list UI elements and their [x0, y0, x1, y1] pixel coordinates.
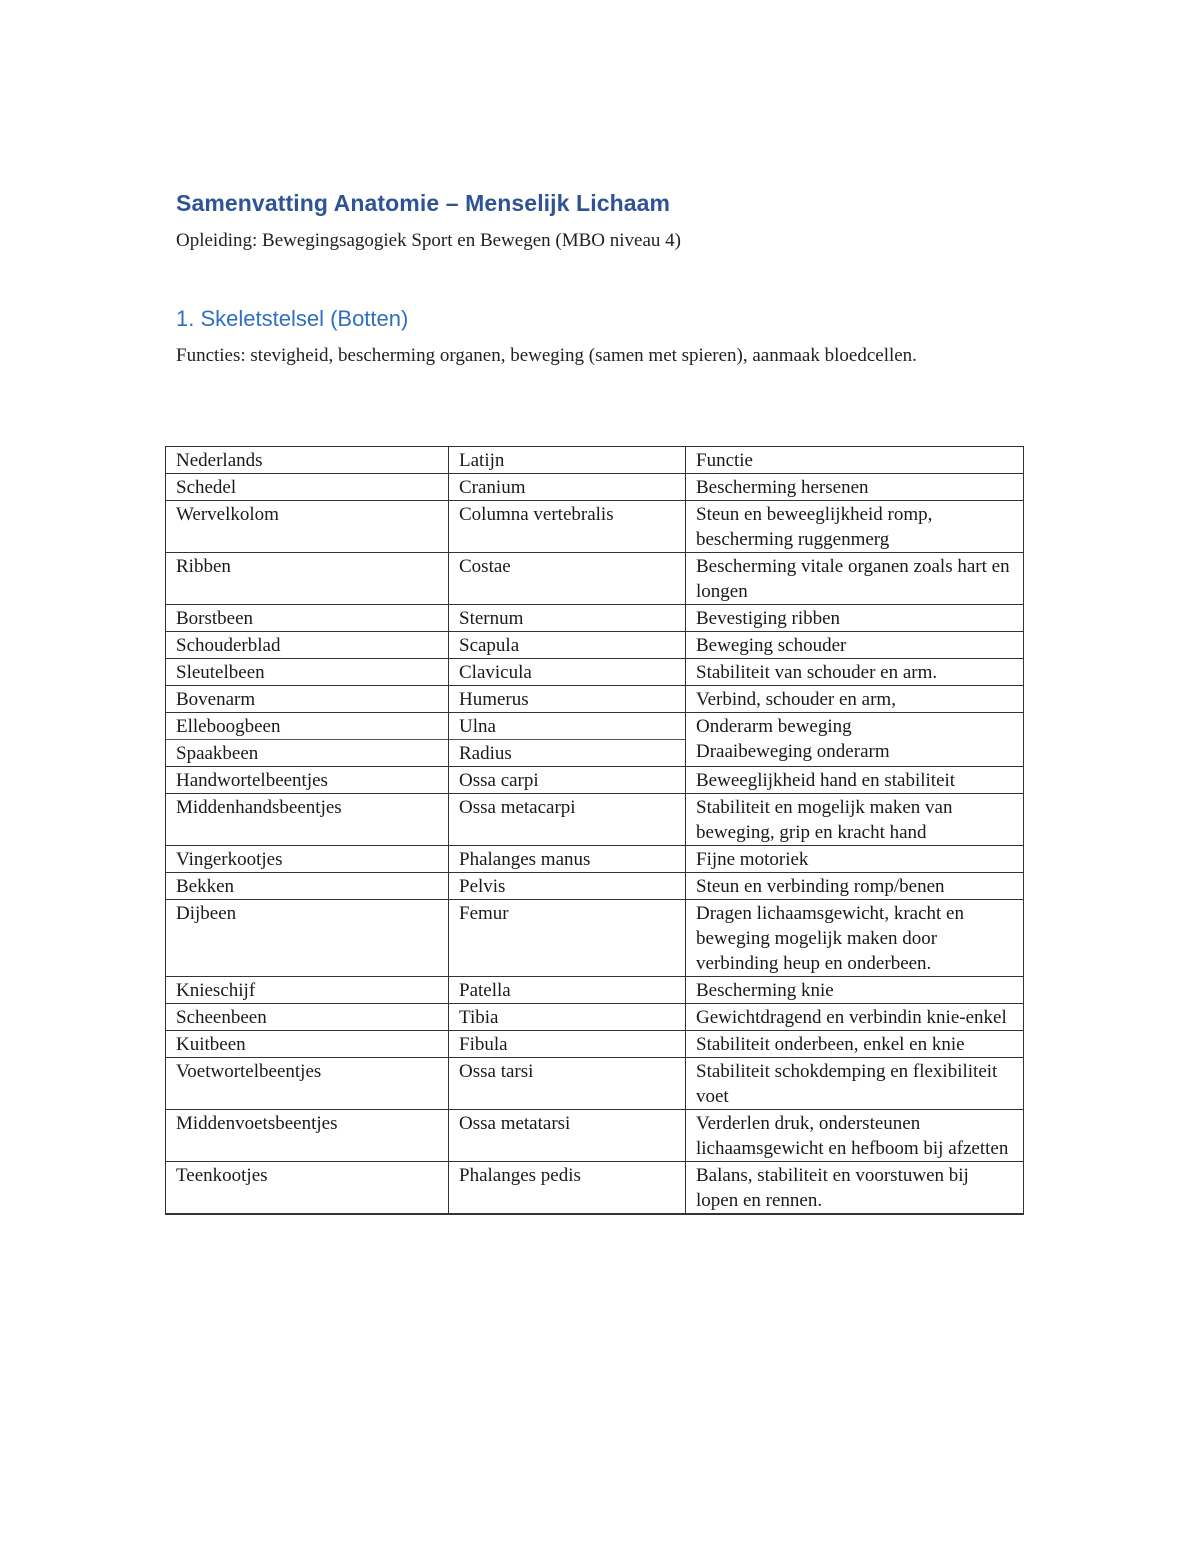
- cell-dutch: Bovenarm: [166, 686, 449, 713]
- document-title: Samenvatting Anatomie – Menselijk Lichaam: [176, 190, 671, 216]
- cell-function: Bevestiging ribben: [686, 605, 1024, 632]
- table-row: [166, 632, 1024, 659]
- cell-dutch: Schedel: [166, 474, 449, 501]
- table-row: [166, 1110, 1024, 1162]
- table-row: [166, 686, 1024, 713]
- header-cell-dutch: Nederlands: [166, 447, 449, 474]
- cell-dutch: Elleboogbeen: [166, 713, 448, 740]
- cell-dutch: Schouderblad: [166, 632, 449, 659]
- cell-latin: Tibia: [449, 1004, 686, 1031]
- table-row: [166, 605, 1024, 632]
- cell-function: Stabiliteit van schouder en arm.: [686, 659, 1024, 686]
- cell-function: Beweging schouder: [686, 632, 1024, 659]
- cell-function: Verbind, schouder en arm,: [686, 686, 1024, 713]
- cell-function: Steun en verbinding romp/benen: [686, 873, 1024, 900]
- cell-latin: Sternum: [449, 605, 686, 632]
- cell-function: Fijne motoriek: [686, 846, 1024, 873]
- cell-latin: Ossa metatarsi: [449, 1110, 686, 1162]
- table-row: [166, 1162, 1024, 1215]
- table-row: [166, 977, 1024, 1004]
- table-row: [166, 553, 1024, 605]
- cell-function: Balans, stabiliteit en voorstuwen bij lopen en rennen.: [686, 1162, 1024, 1215]
- cell-dutch: Teenkootjes: [166, 1162, 449, 1215]
- cell-function: Stabiliteit schokdemping en flexibiliteit voet: [686, 1058, 1024, 1110]
- cell-function: Steun en beweeglijkheid romp, bescherming ruggenmerg: [686, 501, 1024, 553]
- cell-latin: Radius: [459, 743, 512, 764]
- header-cell-function: Functie: [686, 447, 1024, 474]
- cell-dutch: Dijbeen: [166, 900, 449, 977]
- cell-latin-merged: [449, 713, 686, 767]
- cell-function: Onderarm beweging: [696, 716, 852, 737]
- cell-dutch: Sleutelbeen: [166, 659, 449, 686]
- cell-latin: Ulna: [449, 713, 685, 740]
- table-row: [166, 474, 1024, 501]
- cell-function: Gewichtdragend en verbindin knie-enkel: [686, 1004, 1024, 1031]
- skeleton-table: [165, 446, 1024, 1215]
- table-row: [166, 659, 1024, 686]
- cell-function: Beweeglijkheid hand en stabiliteit: [686, 767, 1024, 794]
- cell-dutch: Knieschijf: [166, 977, 449, 1004]
- table-header-row: [166, 447, 1024, 474]
- cell-latin: Phalanges pedis: [449, 1162, 686, 1215]
- cell-latin: Fibula: [449, 1031, 686, 1058]
- cell-latin: Phalanges manus: [449, 846, 686, 873]
- table-row: [166, 1031, 1024, 1058]
- cell-function: Bescherming vitale organen zoals hart en longen: [686, 553, 1024, 605]
- table-row-merged: [166, 713, 1024, 767]
- cell-dutch: Voetwortelbeentjes: [166, 1058, 449, 1110]
- cell-function: Bescherming knie: [686, 977, 1024, 1004]
- cell-function: Draaibeweging onderarm: [696, 741, 890, 762]
- cell-function-merged: [686, 713, 1024, 767]
- cell-function: Bescherming hersenen: [686, 474, 1024, 501]
- cell-function: Verderlen druk, ondersteunen lichaamsgewicht en hefboom bij afzetten: [686, 1110, 1024, 1162]
- table-row: [166, 1004, 1024, 1031]
- cell-dutch: Vingerkootjes: [166, 846, 449, 873]
- table-row: [166, 873, 1024, 900]
- cell-latin: Pelvis: [449, 873, 686, 900]
- cell-latin: Ossa metacarpi: [449, 794, 686, 846]
- cell-dutch: Ribben: [166, 553, 449, 605]
- table-row: [166, 794, 1024, 846]
- cell-function: Stabiliteit onderbeen, enkel en knie: [686, 1031, 1024, 1058]
- cell-latin: Femur: [449, 900, 686, 977]
- cell-dutch: Borstbeen: [166, 605, 449, 632]
- header-cell-latin: Latijn: [449, 447, 686, 474]
- table-row: [166, 1058, 1024, 1110]
- cell-dutch: Spaakbeen: [176, 743, 259, 764]
- section-heading: 1. Skeletstelsel (Botten): [176, 306, 409, 331]
- cell-function: Stabiliteit en mogelijk maken van beweging, grip en kracht hand: [686, 794, 1024, 846]
- table-row: [166, 846, 1024, 873]
- cell-function: Dragen lichaamsgewicht, kracht en beweging mogelijk maken door verbinding heup en onderbeen.: [686, 900, 1024, 977]
- cell-dutch: Wervelkolom: [166, 501, 449, 553]
- section-functions-text: Functies: stevigheid, bescherming organen, beweging (samen met spieren), aanmaak bloedcellen.: [176, 345, 917, 366]
- cell-latin: Costae: [449, 553, 686, 605]
- cell-latin: Ossa tarsi: [449, 1058, 686, 1110]
- cell-dutch: Middenvoetsbeentjes: [166, 1110, 449, 1162]
- table-row: [166, 501, 1024, 553]
- cell-latin: Columna vertebralis: [449, 501, 686, 553]
- cell-latin: Humerus: [449, 686, 686, 713]
- cell-dutch-merged: [166, 713, 449, 767]
- cell-latin: Scapula: [449, 632, 686, 659]
- cell-dutch: Middenhandsbeentjes: [166, 794, 449, 846]
- cell-dutch: Scheenbeen: [166, 1004, 449, 1031]
- cell-dutch: Kuitbeen: [166, 1031, 449, 1058]
- document-subtitle: Opleiding: Bewegingsagogiek Sport en Bewegen (MBO niveau 4): [176, 230, 681, 251]
- table-row: [166, 900, 1024, 977]
- cell-latin: Cranium: [449, 474, 686, 501]
- cell-dutch: Bekken: [166, 873, 449, 900]
- cell-latin: Ossa carpi: [449, 767, 686, 794]
- cell-dutch: Handwortelbeentjes: [166, 767, 449, 794]
- table-row: [166, 767, 1024, 794]
- cell-latin: Clavicula: [449, 659, 686, 686]
- cell-latin: Patella: [449, 977, 686, 1004]
